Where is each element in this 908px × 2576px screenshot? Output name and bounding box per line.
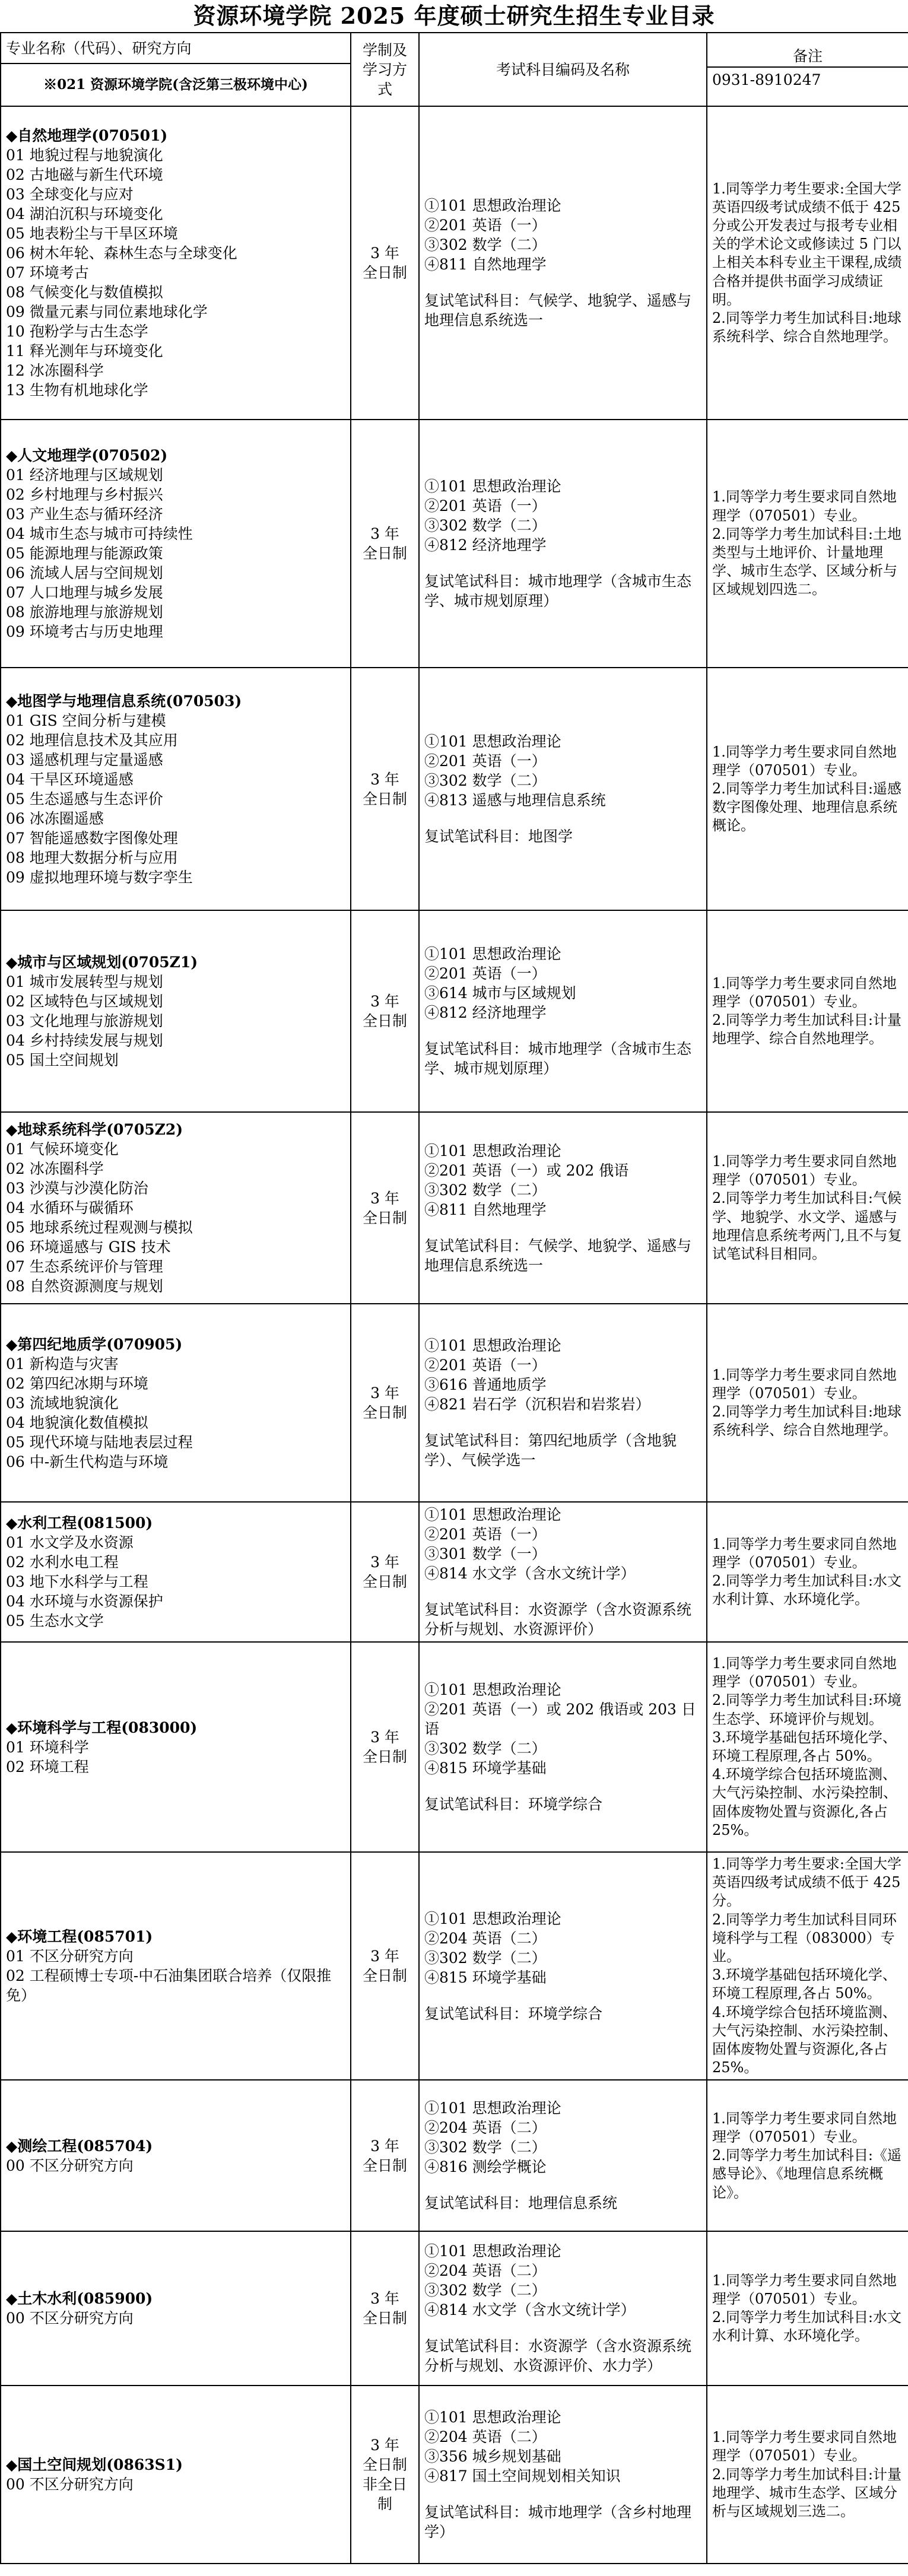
research-direction: 05 地表粉尘与干旱区环境: [6, 225, 178, 242]
study-mode-cell: [351, 1112, 419, 1304]
exam-subject: ④812 经济地理学: [424, 536, 547, 554]
study-years: 3 年: [370, 1189, 399, 1207]
exam-subject: ④815 环境学基础: [424, 1968, 547, 1986]
research-direction: 01 新构造与灾害: [6, 1355, 119, 1373]
research-direction: 01 GIS 空间分析与建模: [6, 712, 166, 729]
note-item: 1.同等学力考生要求同自然地理学（070501）专业。: [712, 974, 897, 1010]
note-cell: [707, 668, 908, 910]
study-mode-cell: [351, 106, 419, 420]
study-years: 3 年: [370, 1948, 399, 1965]
catalog-table: [0, 32, 908, 2564]
study-years: 3 年: [370, 993, 399, 1010]
exam-cell: [419, 1304, 707, 1502]
note-cell: [707, 1112, 908, 1304]
exam-subject: ②201 英语（一）: [424, 217, 547, 234]
note-item: 1.同等学力考生要求:全国大学英语四级考试成绩不低于 425 分或公开发表过与报考专业相关的学术论文或修读过 5 门以上相关本科专业主干课程,成绩合格并提供书面学习成绩证明。: [712, 180, 902, 308]
major-row: [1, 2231, 908, 2386]
exam-subject: ①101 思想政治理论: [424, 1681, 561, 1698]
major-row: [1, 106, 908, 420]
note-item: 1.同等学力考生要求同自然地理学（070501）专业。: [712, 2110, 897, 2145]
note-cell: [707, 106, 908, 420]
major-row: [1, 1642, 908, 1852]
study-mode-cell: [351, 2386, 419, 2564]
research-direction: 08 气候变化与数值模拟: [6, 284, 163, 301]
major-name: ◆测绘工程(085704): [6, 2137, 153, 2155]
note-item: 4.环境学综合包括环境监测、大气污染控制、水污染控制、固体废物处置与资源化,各占 25%。: [712, 1766, 897, 1838]
note-cell: [707, 2231, 908, 2386]
study-mode: 全日制: [362, 1573, 407, 1590]
major-name: ◆水利工程(081500): [6, 1514, 153, 1532]
exam-subject: ②201 英语（一）: [424, 1357, 547, 1374]
exam-subject: ④817 国土空间规划相关知识: [424, 2467, 621, 2485]
research-direction: 03 遥感机理与定量遥感: [6, 751, 163, 768]
research-direction: 04 乡村持续发展与规划: [6, 1032, 163, 1049]
note-item: 1.同等学力考生要求同自然地理学（070501）专业。: [712, 1366, 897, 1402]
exam-cell: [419, 106, 707, 420]
major-name: ◆国土空间规划(0863S1): [6, 2456, 183, 2474]
exam-subject: ②204 英语（二）: [424, 1929, 547, 1947]
note-cell: [707, 1852, 908, 2080]
study-years: 3 年: [370, 1554, 399, 1571]
research-direction: 01 气候环境变化: [6, 1141, 119, 1158]
note-item: 1.同等学力考生要求同自然地理学（070501）专业。: [712, 1535, 897, 1571]
study-years: 3 年: [370, 2137, 399, 2155]
exam-subject: ③302 数学（二）: [424, 1181, 547, 1199]
research-direction: 03 全球变化与应对: [6, 186, 134, 203]
exam-subject: ③302 数学（二）: [424, 2282, 547, 2299]
exam-header: 考试科目编码及名称: [419, 33, 707, 106]
note-cell: [707, 1304, 908, 1502]
exam-subject: ④821 岩石学（沉积岩和岩浆岩）: [424, 1396, 650, 1413]
study-mode-cell: [351, 910, 419, 1112]
header-row: [1, 33, 908, 63]
exam-cell: [419, 420, 707, 668]
research-direction: 02 乡村地理与乡村振兴: [6, 486, 163, 503]
major-row: [1, 1304, 908, 1502]
college-name: ※021 资源环境学院(含泛第三极环境中心): [1, 63, 351, 106]
exam-subject: ③356 城乡规划基础: [424, 2448, 561, 2466]
study-mode: 全日制: [362, 2456, 407, 2474]
exam-cell: [419, 1112, 707, 1304]
research-direction: 03 流域地貌演化: [6, 1394, 119, 1412]
note-item: 1.同等学力考生要求:全国大学英语四级考试成绩不低于 425 分。: [712, 1856, 901, 1910]
research-direction: 09 虚拟地理环境与数字孪生: [6, 868, 193, 886]
research-direction: 05 现代环境与陆地表层过程: [6, 1433, 193, 1451]
research-direction: 02 环境工程: [6, 1758, 89, 1775]
research-direction: 05 地球系统过程观测与模拟: [6, 1219, 193, 1236]
research-direction: 00 不区分研究方向: [6, 2310, 134, 2327]
major-name: ◆地球系统科学(0705Z2): [6, 1121, 183, 1138]
research-direction: 05 能源地理与能源政策: [6, 545, 163, 562]
note-cell: [707, 1502, 908, 1642]
note-item: 2.同等学力考生加试科目同环境科学与工程（083000）专业。: [712, 1911, 897, 1965]
major-name: ◆环境工程(085701): [6, 1928, 153, 1946]
exam-subject: ②201 英语（一）或 202 俄语或 203 日语: [424, 1701, 696, 1738]
note-item: 2.同等学力考生加试科目:计量地理学、综合自然地理学。: [712, 1012, 901, 1047]
research-direction: 07 生态系统评价与管理: [6, 1258, 163, 1275]
major-name: ◆环境科学与工程(083000): [6, 1719, 198, 1736]
major-cell: [1, 910, 351, 1112]
retest-subject: 复试笔试科目：城市地理学（含乡村地理学）: [424, 2504, 692, 2541]
research-direction: 12 冰冻圈科学: [6, 362, 104, 379]
research-direction: 02 古地磁与新生代环境: [6, 166, 163, 183]
major-cell: [1, 668, 351, 910]
note-item: 2.同等学力考生加试科目:水文水利计算、水环境化学。: [712, 1573, 901, 1608]
major-row: [1, 1852, 908, 2080]
research-direction: 08 自然资源测度与规划: [6, 1278, 163, 1295]
study-years: 3 年: [370, 1384, 399, 1402]
major-header: 专业名称（代码）、研究方向: [1, 33, 351, 63]
exam-subject: ③302 数学（二）: [424, 236, 547, 253]
exam-subject: ②201 英语（一）: [424, 965, 547, 982]
study-mode: 全日制: [362, 1967, 407, 1985]
retest-subject: 复试笔试科目：环境学综合: [424, 1796, 603, 1813]
study-years: 3 年: [370, 244, 399, 262]
study-years: 3 年: [370, 2437, 399, 2454]
note-item: 1.同等学力考生要求同自然地理学（070501）专业。: [712, 743, 897, 779]
major-name: ◆地图学与地理信息系统(070503): [6, 692, 242, 710]
major-cell: [1, 2386, 351, 2564]
exam-subject: ③616 普通地质学: [424, 1376, 547, 1393]
exam-cell: [419, 668, 707, 910]
note-cell: [707, 2080, 908, 2231]
research-direction: 11 释光测年与环境变化: [6, 342, 163, 360]
research-direction: 08 地理大数据分析与应用: [6, 849, 178, 866]
research-direction: 01 水文学及水资源: [6, 1534, 134, 1551]
retest-subject: 复试笔试科目：地图学: [424, 828, 573, 845]
research-direction: 04 地貌演化数值模拟: [6, 1414, 148, 1431]
research-direction: 03 文化地理与旅游规划: [6, 1012, 163, 1030]
study-mode: 全日制: [362, 2156, 407, 2174]
research-direction: 07 环境考古: [6, 264, 89, 281]
page-title: 资源环境学院 2025 年度硕士研究生招生专业目录: [193, 2, 715, 29]
note-item: 2.同等学力考生加试科目:土地类型与土地评价、计量地理学、城市生态学、区域分析与区域规划四选二。: [712, 525, 901, 598]
note-cell: [707, 420, 908, 668]
research-direction: 06 树木年轮、森林生态与全球变化: [6, 244, 237, 262]
research-direction: 04 干旱区环境遥感: [6, 770, 134, 788]
research-direction: 02 冰冻圈科学: [6, 1160, 104, 1177]
exam-subject: ①101 思想政治理论: [424, 733, 561, 750]
note-item: 1.同等学力考生要求同自然地理学（070501）专业。: [712, 1655, 897, 1691]
major-row: [1, 2080, 908, 2231]
retest-subject: 复试笔试科目：气候学、地貌学、遥感与地理信息系统选一: [424, 1237, 692, 1274]
exam-subject: ②204 英语（二）: [424, 2262, 547, 2280]
research-direction: 02 工程硕博士专项-中石油集团联合培养（仅限推免）: [6, 1967, 332, 2005]
retest-subject: 复试笔试科目：环境学综合: [424, 2005, 603, 2022]
study-mode: 全日制: [362, 2310, 407, 2327]
major-cell: [1, 1112, 351, 1304]
research-direction: 13 生物有机地球化学: [6, 382, 148, 399]
note-item: 2.同等学力考生加试科目:地球系统科学、综合自然地理学。: [712, 1403, 901, 1439]
study-mode-cell: [351, 2080, 419, 2231]
note-item: 2.同等学力考生加试科目:《遥感导论》、《地理信息系统概论》。: [712, 2147, 901, 2201]
exam-subject: ①101 思想政治理论: [424, 945, 561, 963]
research-direction: 03 地下水科学与工程: [6, 1573, 148, 1590]
exam-subject: ①101 思想政治理论: [424, 2243, 561, 2260]
research-direction: 10 孢粉学与古生态学: [6, 323, 148, 340]
major-cell: [1, 106, 351, 420]
study-mode-cell: [351, 668, 419, 910]
phone-number: 0931-8910247: [712, 71, 821, 88]
exam-subject: ④813 遥感与地理信息系统: [424, 792, 606, 809]
major-cell: [1, 1642, 351, 1852]
study-mode-cell: [351, 1852, 419, 2080]
major-cell: [1, 2231, 351, 2386]
study-mode-cell: [351, 1642, 419, 1852]
major-row: [1, 1502, 908, 1642]
research-direction: 02 第四纪冰期与环境: [6, 1374, 148, 1392]
exam-subject: ④814 水文学（含水文统计学）: [424, 1565, 636, 1582]
exam-subject: ④811 自然地理学: [424, 1200, 547, 1218]
exam-subject: ①101 思想政治理论: [424, 1910, 561, 1927]
research-direction: 00 不区分研究方向: [6, 2156, 134, 2174]
study-years: 3 年: [370, 525, 399, 542]
major-cell: [1, 1852, 351, 2080]
note-item: 2.同等学力考生加试科目:环境生态学、环境评价与规划。: [712, 1692, 901, 1727]
exam-subject: ①101 思想政治理论: [424, 197, 561, 214]
major-row: [1, 668, 908, 910]
research-direction: 05 生态水文学: [6, 1612, 104, 1630]
exam-subject: ②204 英语（二）: [424, 2428, 547, 2446]
study-mode-cell: [351, 1304, 419, 1502]
exam-subject: ③302 数学（二）: [424, 1949, 547, 1967]
research-direction: 02 水利水电工程: [6, 1554, 119, 1571]
research-direction: 01 经济地理与区域规划: [6, 466, 163, 484]
exam-cell: [419, 2231, 707, 2386]
study-mode-cell: [351, 2231, 419, 2386]
exam-subject: ④814 水文学（含水文统计学）: [424, 2301, 636, 2319]
major-row: [1, 420, 908, 668]
exam-cell: [419, 1502, 707, 1642]
research-direction: 04 城市生态与城市可持续性: [6, 525, 193, 542]
research-direction: 09 微量元素与同位素地球化学: [6, 303, 208, 320]
research-direction: 04 水循环与碳循环: [6, 1199, 134, 1216]
major-name: ◆第四纪地质学(070905): [6, 1335, 183, 1353]
research-direction: 03 沙漠与沙漠化防治: [6, 1180, 148, 1197]
study-mode: 全日制: [362, 1209, 407, 1227]
research-direction: 01 不区分研究方向: [6, 1948, 134, 1965]
exam-subject: ③302 数学（二）: [424, 772, 547, 789]
note-item: 3.环境学基础包括环境化学、环境工程原理,各占 50%。: [712, 1729, 897, 1764]
note-item: 3.环境学基础包括环境化学、环境工程原理,各占 50%。: [712, 1967, 897, 2002]
study-mode: 全日制: [362, 264, 407, 281]
note-item: 2.同等学力考生加试科目:遥感数字图像处理、地理信息系统概论。: [712, 780, 901, 834]
exam-cell: [419, 2080, 707, 2231]
research-direction: 02 区域特色与区域规划: [6, 993, 163, 1010]
research-direction: 01 环境科学: [6, 1738, 89, 1756]
major-row: [1, 910, 908, 1112]
note-item: 1.同等学力考生要求同自然地理学（070501）专业。: [712, 2272, 897, 2308]
note-item: 1.同等学力考生要求同自然地理学（070501）专业。: [712, 2429, 897, 2464]
exam-subject: ②201 英语（一）: [424, 1526, 547, 1543]
study-mode: 全日制: [362, 790, 407, 808]
research-direction: 07 智能遥感数字图像处理: [6, 829, 178, 847]
exam-cell: [419, 2386, 707, 2564]
research-direction: 09 环境考古与历史地理: [6, 623, 163, 640]
exam-subject: ②201 英语（一）: [424, 497, 547, 514]
research-direction: 02 地理信息技术及其应用: [6, 731, 178, 749]
note-cell: [707, 2386, 908, 2564]
note-item: 2.同等学力考生加试科目:水文水利计算、水环境化学。: [712, 2309, 901, 2345]
exam-subject: ①101 思想政治理论: [424, 1506, 561, 1523]
major-row: [1, 1112, 908, 1304]
research-direction: 06 环境遥感与 GIS 技术: [6, 1238, 171, 1256]
study-mode-cell: [351, 420, 419, 668]
note-item: 2.同等学力考生加试科目:地球系统科学、综合自然地理学。: [712, 309, 901, 345]
major-cell: [1, 420, 351, 668]
exam-subject: ①101 思想政治理论: [424, 2409, 561, 2426]
research-direction: 06 冰冻圈遥感: [6, 809, 104, 827]
major-row: [1, 2386, 908, 2564]
exam-subject: ③302 数学（二）: [424, 517, 547, 534]
note-item: 1.同等学力考生要求同自然地理学（070501）专业。: [712, 488, 897, 524]
research-direction: 08 旅游地理与旅游规划: [6, 603, 163, 621]
study-mode: 全日制: [362, 1012, 407, 1030]
study-mode-cell: [351, 1502, 419, 1642]
research-direction: 01 城市发展转型与规划: [6, 973, 163, 990]
exam-subject: ③614 城市与区域规划: [424, 984, 576, 1002]
note-item: 2.同等学力考生加试科目:气候学、地貌学、水文学、遥感与地理信息系统考两门,且不与复试笔试科目相同。: [712, 1190, 902, 1262]
major-cell: [1, 1304, 351, 1502]
exam-subject: ③302 数学（二）: [424, 2139, 547, 2156]
note-header: 备注: [707, 46, 908, 68]
retest-subject: 复试笔试科目：水资源学（含水资源系统分析与规划、水资源评价）: [424, 1601, 692, 1638]
exam-cell: [419, 1642, 707, 1852]
exam-subject: ①101 思想政治理论: [424, 1142, 561, 1160]
major-cell: [1, 1502, 351, 1642]
exam-subject: ②201 英语（一）或 202 俄语: [424, 1161, 629, 1179]
note-header-cell: [707, 33, 908, 106]
study-years: 3 年: [370, 770, 399, 788]
retest-subject: 复试笔试科目：气候学、地貌学、遥感与地理信息系统选一: [424, 292, 692, 329]
exam-subject: ①101 思想政治理论: [424, 2099, 561, 2117]
research-direction: 00 不区分研究方向: [6, 2476, 134, 2494]
note-cell: [707, 910, 908, 1112]
exam-subject: ④816 测绘学概论: [424, 2158, 547, 2176]
research-direction: 06 中-新生代构造与环境: [6, 1453, 169, 1470]
research-direction: 01 地貌过程与地貌演化: [6, 147, 163, 164]
exam-subject: ④815 环境学基础: [424, 1759, 547, 1777]
study-years: 3 年: [370, 2290, 399, 2308]
note-item: 4.环境学综合包括环境监测、大气污染控制、水污染控制、固体废物处置与资源化,各占 25%。: [712, 2003, 897, 2076]
retest-subject: 复试笔试科目：地理信息系统: [424, 2194, 618, 2212]
exam-cell: [419, 1852, 707, 2080]
exam-subject: ③302 数学（二）: [424, 1740, 547, 1757]
major-name: ◆土木水利(085900): [6, 2290, 153, 2308]
study-mode: 非全日制: [362, 2476, 407, 2513]
major-name: ◆城市与区域规划(0705Z1): [6, 954, 198, 971]
note-item: 1.同等学力考生要求同自然地理学（070501）专业。: [712, 1152, 897, 1189]
exam-cell: [419, 910, 707, 1112]
mode-header: 学制及学习方式: [351, 33, 419, 106]
exam-subject: ③301 数学（一）: [424, 1545, 547, 1562]
study-years: 3 年: [370, 1729, 399, 1746]
exam-subject: ④812 经济地理学: [424, 1004, 547, 1021]
research-direction: 05 国土空间规划: [6, 1052, 119, 1069]
study-mode: 全日制: [362, 545, 407, 562]
research-direction: 05 生态遥感与生态评价: [6, 790, 163, 808]
research-direction: 06 流域人居与空间规划: [6, 564, 163, 582]
exam-subject: ②201 英语（一）: [424, 752, 547, 770]
retest-subject: 复试笔试科目：城市地理学（含城市生态学、城市规划原理）: [424, 1040, 692, 1077]
retest-subject: 复试笔试科目：城市地理学（含城市生态学、城市规划原理）: [424, 573, 692, 609]
research-direction: 07 人口地理与城乡发展: [6, 584, 163, 601]
exam-subject: ①101 思想政治理论: [424, 1337, 561, 1354]
major-cell: [1, 2080, 351, 2231]
major-name: ◆人文地理学(070502): [6, 447, 168, 464]
research-direction: 03 产业生态与循环经济: [6, 506, 163, 523]
study-mode: 全日制: [362, 1748, 407, 1765]
research-direction: 04 湖泊沉积与环境变化: [6, 205, 163, 223]
research-direction: 04 水环境与水资源保护: [6, 1593, 163, 1610]
exam-subject: ④811 自然地理学: [424, 256, 547, 273]
major-name: ◆自然地理学(070501): [6, 127, 168, 144]
exam-subject: ②204 英语（二）: [424, 2119, 547, 2137]
study-mode: 全日制: [362, 1404, 407, 1421]
note-item: 2.同等学力考生加试科目:计量地理学、城市生态学、区域分析与区域规划三选二。: [712, 2466, 901, 2520]
retest-subject: 复试笔试科目：水资源学（含水资源系统分析与规划、水资源评价、水力学）: [424, 2337, 692, 2375]
exam-subject: ①101 思想政治理论: [424, 478, 561, 495]
retest-subject: 复试笔试科目：第四纪地质学（含地貌学）、气候学选一: [424, 1432, 677, 1469]
note-cell: [707, 1642, 908, 1852]
